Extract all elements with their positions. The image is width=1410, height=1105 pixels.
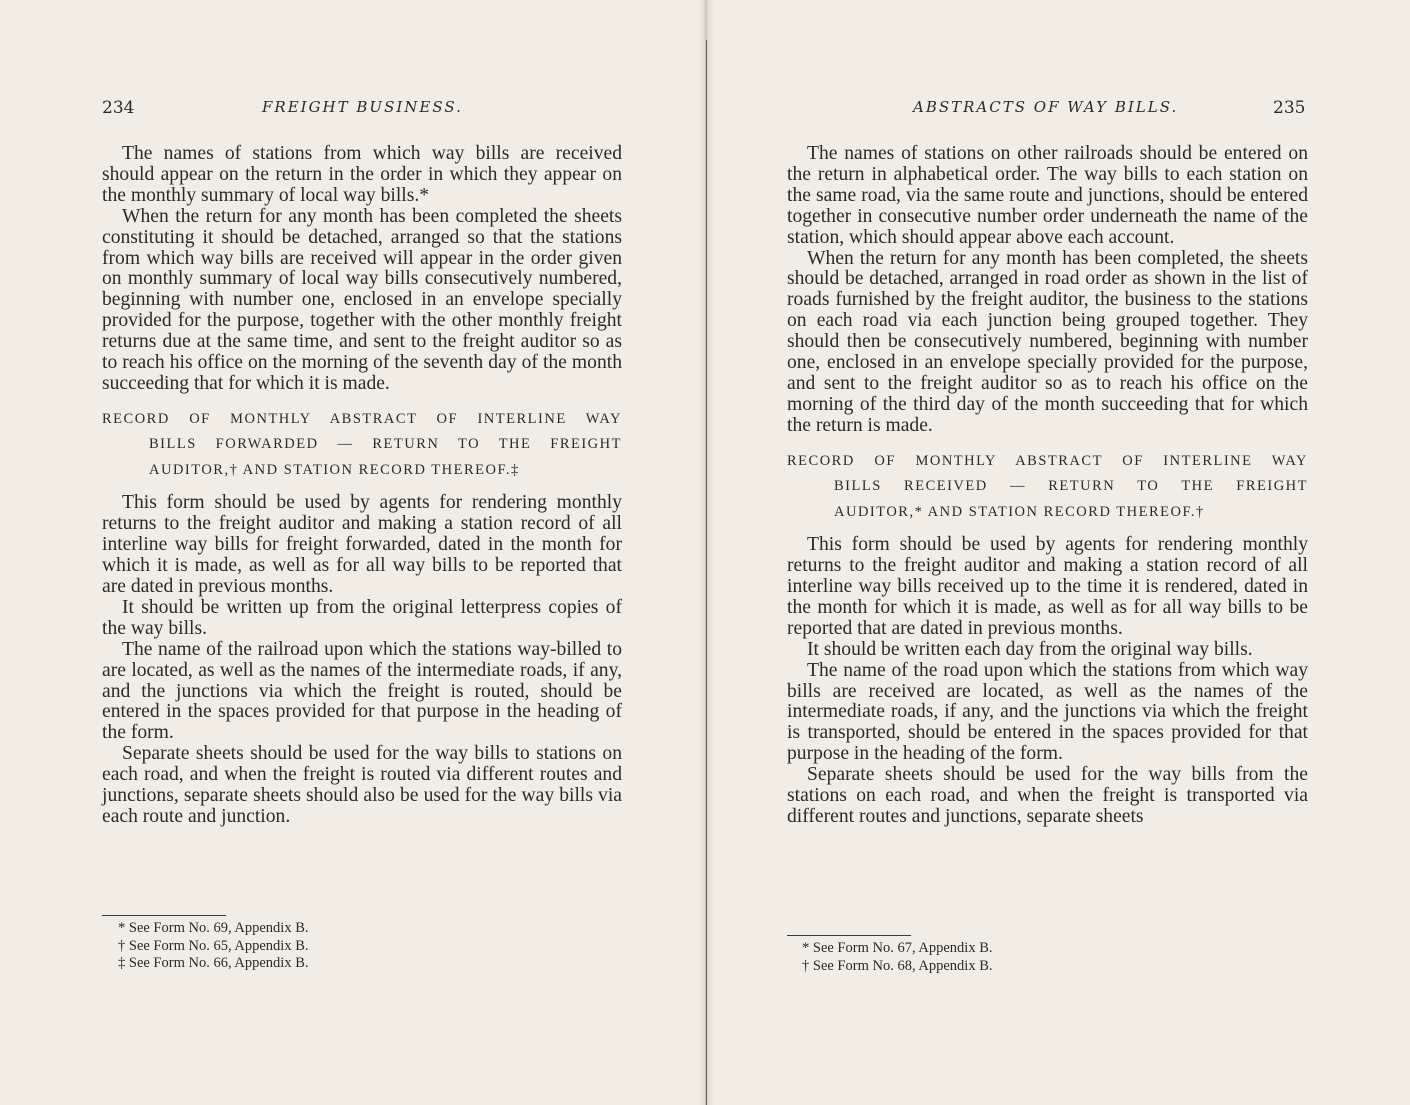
footnote-rule (787, 935, 911, 936)
gutter-shadow-line (706, 40, 707, 1105)
paragraph: The names of stations on other railroads should be entered on the return in alphabetical order. The way bills to each station on the same road, via the same route and junctions, should be entered together in consecutive number order underneath the name of the station, which should appear above each account. (787, 143, 1308, 248)
paragraph: When the return for any month has been completed, the sheets should be detached, arranged in road order as shown in the list of roads furnished by the freight auditor, the business to the stations on each road via each junction being grouped together. They should then be consecutively numbered, beginning with number one, enclosed in an envelope specially provided for the purpose, and sent to the freight auditor so as to reach his office on the morning of the third day of the month succeeding that for which the return is made. (787, 247, 1308, 436)
paragraph: When the return for any month has been completed the sheets constituting it should be detached, arranged so that the stations from which way bills are received will appear in the order given on monthly summary of local way bills consecutively numbered, beginning with number one, enclosed in an envelope specially provided for the purpose, together with the other monthly freight returns due at the same time, and sent to the freight auditor so as to reach his office on the morning of the seventh day of the month succeeding that for which it is made. (102, 205, 622, 394)
right-page-number: 235 (1273, 98, 1306, 118)
right-running-head (710, 98, 1410, 122)
paragraph: It should be written each day from the original way bills. (807, 638, 1253, 660)
footnote: † See Form No. 68, Appendix B. (802, 957, 993, 974)
section-heading (102, 407, 622, 484)
footnote: * See Form No. 67, Appendix B. (802, 940, 993, 956)
paragraph: Separate sheets should be used for the way bills from the stations on each road, and when the freight is transported via different routes and junctions, separate sheets (787, 764, 1308, 827)
paragraph: Separate sheets should be used for the way bills to stations on each road, and when the freight is routed via different routes and junctions, separate sheets should also be used for the way bills via each route and junction. (102, 743, 622, 827)
paragraph: This form should be used by agents for rendering monthly returns to the freight auditor and making a station record of all interline way bills for freight forwarded, dated in the month for which it is made, as well as for all way bills to be reported that are dated in previous months. (102, 492, 622, 597)
right-body-text (787, 144, 1308, 828)
left-running-head (0, 98, 700, 122)
right-footnotes (802, 940, 993, 975)
heading-line: BILLS RECEIVED — RETURN TO THE FREIGHT (834, 478, 1308, 495)
left-page-number: 234 (102, 98, 135, 118)
paragraph: It should be written up from the original letterpress copies of the way bills. (102, 596, 622, 639)
section-heading (787, 449, 1308, 526)
footnote: † See Form No. 65, Appendix B. (118, 937, 309, 954)
paragraph: The name of the railroad upon which the stations way-billed to are located, as well as the names of the intermediate roads, if any, and the junctions via which the freight is routed, should be entered in the spaces provided for that purpose in the heading of the form. (102, 638, 622, 744)
footnote-rule (102, 915, 226, 916)
paragraph: The name of the road upon which the stations from which way bills are received are located, as well as the names of the intermediate roads, if any, and the junctions via which the freight is transported, should be entered in the spaces provided for that purpose in the heading of the form. (787, 659, 1308, 765)
right-running-title: ABSTRACTS OF WAY BILLS. (913, 98, 1179, 116)
heading-line: RECORD OF MONTHLY ABSTRACT OF INTERLINE WAY (787, 452, 1308, 469)
heading-line: AUDITOR,† AND STATION RECORD THEREOF.‡ (149, 461, 520, 478)
footnote: * See Form No. 69, Appendix B. (118, 920, 309, 936)
left-running-title: FREIGHT BUSINESS. (262, 98, 463, 116)
heading-line: BILLS FORWARDED — RETURN TO THE FREIGHT (149, 436, 622, 453)
heading-line: AUDITOR,* AND STATION RECORD THEREOF.† (834, 503, 1205, 520)
footnote: ‡ See Form No. 66, Appendix B. (118, 955, 309, 971)
paragraph: The names of stations from which way bills are received should appear on the return in the order in which they appear on the monthly summary of local way bills.* (102, 143, 622, 206)
paragraph: This form should be used by agents for rendering monthly returns to the freight auditor and making a station record of all interline way bills received up to the time it is rendered, dated in the month for which it is made, as well as for all way bills to be reported that are dated in previous months. (787, 534, 1308, 639)
left-footnotes (118, 920, 309, 973)
heading-line: RECORD OF MONTHLY ABSTRACT OF INTERLINE WAY (102, 410, 622, 427)
right-page (710, 0, 1410, 1105)
left-body-text (102, 144, 622, 828)
left-page (0, 0, 700, 1105)
